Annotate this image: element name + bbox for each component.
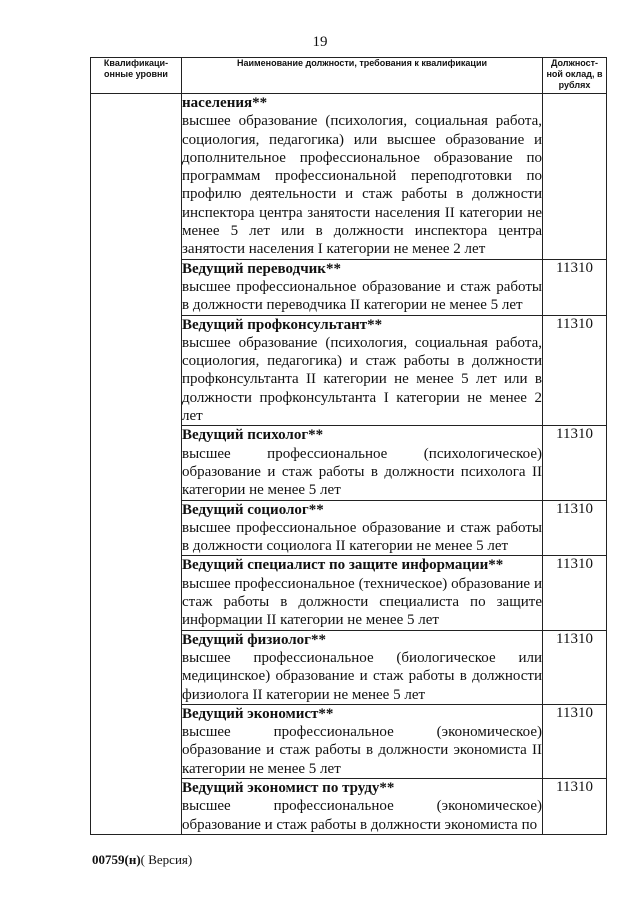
position-requirements: высшее профессиональное (техническое) образование и стаж работы в должности специалиста по защите информации II категории не менее 5 лет [182,575,542,629]
position-cell [182,630,543,704]
position-requirements: высшее профессиональное образование и стаж работы в должности социолога II категории не менее 5 лет [182,519,542,555]
page-number: 19 [312,34,328,50]
position-requirements: высшее профессиональное (экономическое) образование и стаж работы в должности экономиста II категории не менее 5 лет [182,724,542,777]
position-title: Ведущий социолог** [182,501,324,518]
salary-cell: 11310 [543,500,607,556]
position-cell [182,426,543,500]
table-header-row [91,58,607,94]
header-qualification-levels: Квалификаци-онные уровни [91,58,182,94]
position-requirements: высшее образование (психология, социальная работа, социология, педагогика) или высшее образование и дополнительное профессиональное образование по программам профессиональной переподготовки по профилю деятельности и стаж работы в должности инспектора центра занятости населения II категории не менее 5 лет или в должности инспектора центра занятости населения I категории не менее 2 лет [182,113,542,258]
qualification-table [90,57,607,835]
salary-cell: 11310 [543,259,607,315]
position-title: Ведущий специалист по защите информации** [182,557,504,574]
document-footer [92,852,192,868]
position-title: Ведущий физиолог** [182,631,326,648]
header-position-title: Наименование должности, требования к квалификации [182,58,543,94]
salary-cell: 11310 [543,315,607,426]
position-requirements: высшее профессиональное (экономическое) образование и стаж работы в должности экономиста по [182,798,542,833]
salary-cell: 11310 [543,556,607,630]
position-title: населения** [182,95,268,111]
position-requirements: высшее профессиональное (психологическое) образование и стаж работы в должности психолога II категории не менее 5 лет [182,445,542,499]
position-title: Ведущий экономист по труду** [182,779,395,796]
position-title: Ведущий психолог** [182,427,324,444]
table-row [91,94,607,260]
position-cell [182,94,543,260]
qualification-level-cell [91,94,182,835]
salary-cell: 11310 [543,630,607,704]
position-requirements: высшее профессиональное (биологическое или медицинское) образование и стаж работы в должности физиолога II категории не менее 5 лет [182,649,542,703]
position-requirements: высшее профессиональное образование и стаж работы в должности переводчика II категории не менее 5 лет [182,278,542,314]
position-cell [182,500,543,556]
position-cell [182,315,543,426]
position-cell [182,704,543,778]
salary-cell [543,94,607,260]
position-title: Ведущий экономист** [182,705,334,722]
position-title: Ведущий переводчик** [182,260,341,277]
position-title: Ведущий профконсультант** [182,316,383,333]
document-code: 00759(н) [92,852,141,867]
position-cell [182,259,543,315]
document-version: ( Версия) [140,852,193,867]
position-cell [182,778,543,834]
position-requirements: высшее образование (психология, социальная работа, социология, педагогика) и стаж работы в должности профконсультанта II категории не менее 5 лет или в должности профконсультанта I категории не менее 2 лет [182,334,542,425]
salary-cell: 11310 [543,778,607,834]
header-salary: Должност-ной оклад, в рублях [543,58,607,94]
salary-cell: 11310 [543,704,607,778]
salary-cell: 11310 [543,426,607,500]
position-cell [182,556,543,630]
